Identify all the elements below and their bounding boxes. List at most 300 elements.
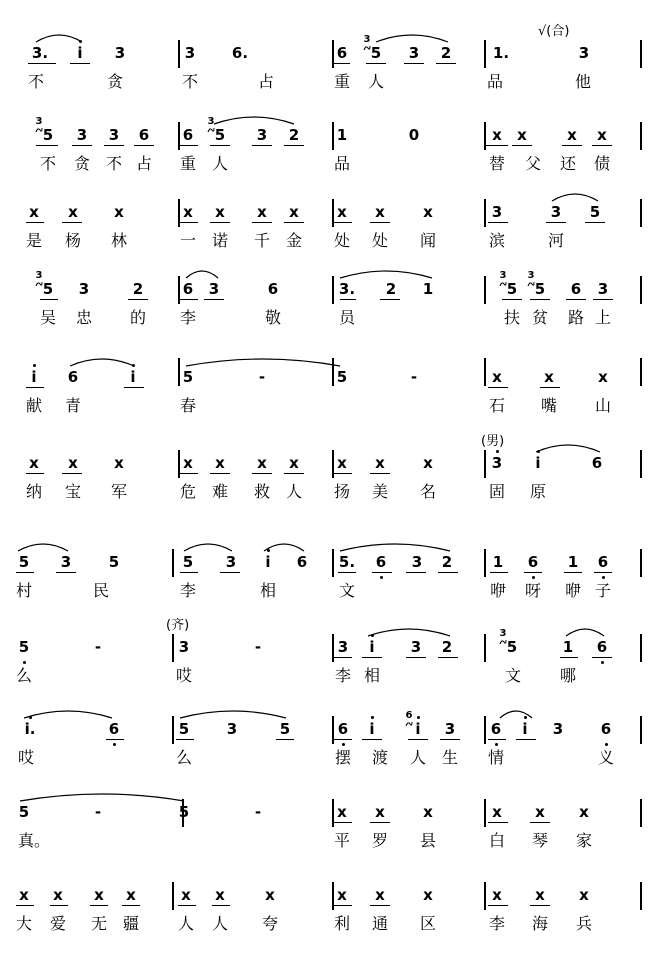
barline (172, 549, 174, 577)
jianpu-note: 5 (108, 553, 120, 571)
jianpu-note: i (130, 368, 136, 386)
jianpu-note: 3 (578, 44, 590, 62)
lyric-char: 员 (338, 308, 356, 327)
rhythm-underline (72, 145, 92, 146)
score-system-11 (0, 878, 664, 960)
jianpu-note: i (522, 720, 528, 738)
lyric-char: 李 (179, 581, 197, 600)
rhythm-x-note: x (337, 886, 347, 904)
jianpu-note: 5 (534, 280, 546, 298)
lyric-char: 林 (110, 231, 128, 250)
rhythm-x-note: x (94, 886, 104, 904)
rhythm-x-note: x (423, 203, 433, 221)
rhythm-x-note: x (535, 803, 545, 821)
jianpu-note: 5 (18, 638, 30, 656)
rhythm-underline (592, 657, 612, 658)
jianpu-note: 3 (491, 203, 503, 221)
octave-high-dot (537, 450, 540, 453)
rhythm-underline (546, 222, 566, 223)
lyric-char: 难 (211, 482, 229, 501)
barline (172, 716, 174, 744)
barline (484, 716, 486, 744)
jianpu-note: 5 (178, 720, 190, 738)
rhythm-x-note: x (337, 454, 347, 472)
rhythm-underline (488, 222, 508, 223)
jianpu-note: 3 (208, 280, 220, 298)
barline (640, 549, 642, 577)
lyric-char: 滨 (488, 231, 506, 250)
jianpu-note: 5 (214, 126, 226, 144)
lyric-char: 呀 (524, 581, 542, 600)
lyric-char: 重 (333, 72, 351, 91)
jianpu-note: 3 (76, 126, 88, 144)
barline (640, 276, 642, 304)
jianpu-note: 3 (411, 553, 423, 571)
rhythm-underline (104, 145, 124, 146)
lyric-char: 子 (594, 581, 612, 600)
rhythm-underline (438, 572, 458, 573)
lyric-char: 杨 (64, 231, 82, 250)
rhythm-x-note: x (289, 454, 299, 472)
rhythm-underline (370, 473, 390, 474)
rhythm-underline (62, 473, 82, 474)
rhythm-underline (220, 572, 240, 573)
lyric-char: 上 (594, 308, 612, 327)
rhythm-underline (560, 657, 578, 658)
rhythm-underline (106, 739, 124, 740)
rhythm-underline (180, 572, 198, 573)
rhythm-underline (276, 739, 294, 740)
jianpu-note: 3 (256, 126, 268, 144)
jianpu-note: i (369, 720, 375, 738)
score-system-6 (0, 434, 664, 536)
rhythm-underline (36, 145, 58, 146)
jianpu-note: 1. (492, 44, 510, 62)
lyric-char: 县 (419, 831, 437, 850)
jianpu-note: 6 (67, 368, 79, 386)
rhythm-x-note: x (375, 803, 385, 821)
rhythm-underline (488, 905, 508, 906)
dash-extension: - (254, 803, 262, 821)
rhythm-underline (585, 222, 605, 223)
jianpu-note: 6 (182, 280, 194, 298)
lyric-char: 救 (253, 482, 271, 501)
rhythm-underline (370, 905, 390, 906)
jianpu-note: 5 (18, 553, 30, 571)
jianpu-note: 6 (108, 720, 120, 738)
lyric-char: 处 (371, 231, 389, 250)
jianpu-note: 6 (490, 720, 502, 738)
jianpu-note: 3 (491, 454, 503, 472)
lyric-char: 石 (488, 396, 506, 415)
lyric-char: 美 (371, 482, 389, 501)
jianpu-note: 6 (570, 280, 582, 298)
lyric-char: 不 (181, 72, 199, 91)
score-system-9 (0, 712, 664, 802)
jianpu-note: 3 (410, 638, 422, 656)
rhythm-x-note: x (492, 803, 502, 821)
score-system-1 (0, 24, 664, 126)
rhythm-underline (284, 222, 304, 223)
lyric-char: 危 (179, 482, 197, 501)
lyric-char: 利 (333, 914, 351, 933)
barline (332, 358, 334, 386)
lyric-char: 咿 (564, 581, 582, 600)
rhythm-x-note: x (423, 886, 433, 904)
jianpu-note: 6 (138, 126, 150, 144)
grace-tilde (35, 280, 43, 291)
lyric-char: 区 (419, 914, 437, 933)
rhythm-x-note: x (215, 454, 225, 472)
lyric-char: 家 (575, 831, 593, 850)
rhythm-underline (338, 572, 356, 573)
barline (640, 40, 642, 68)
rhythm-underline (372, 572, 392, 573)
lyric-char: 海 (531, 914, 549, 933)
lyric-char: 青 (64, 396, 82, 415)
lyric-char: 贪 (73, 154, 91, 173)
rhythm-x-note: x (337, 203, 347, 221)
lyric-char: 诺 (211, 231, 229, 250)
barline (640, 882, 642, 910)
rhythm-underline (212, 905, 230, 906)
rhythm-x-note: x (19, 886, 29, 904)
lyric-char: 文 (504, 666, 522, 685)
rhythm-underline (334, 739, 352, 740)
rhythm-x-note: x (29, 454, 39, 472)
rhythm-underline (488, 387, 508, 388)
octave-high-dot (132, 364, 135, 367)
rhythm-underline (334, 822, 352, 823)
lyric-char: 白 (488, 831, 506, 850)
barline (640, 358, 642, 386)
barline (172, 882, 174, 910)
jianpu-note: 3. (338, 280, 356, 298)
rhythm-underline (408, 739, 428, 740)
lyric-char: 真。 (17, 831, 51, 850)
grace-note: 3 (207, 116, 215, 127)
jianpu-note: 5 (182, 368, 194, 386)
lyric-char: 么 (15, 666, 33, 685)
lyric-char: 咿 (489, 581, 507, 600)
score-system-7 (0, 545, 664, 635)
rhythm-x-note: x (68, 454, 78, 472)
octave-low-dot (605, 743, 608, 746)
jianpu-note: 6 (591, 454, 603, 472)
grace-note: 3 (35, 116, 43, 127)
rhythm-underline (252, 473, 272, 474)
rhythm-x-note: x (579, 803, 589, 821)
rhythm-underline (594, 572, 612, 573)
octave-low-dot (495, 743, 498, 746)
rhythm-x-note: x (375, 454, 385, 472)
rhythm-x-note: x (535, 886, 545, 904)
rhythm-underline (436, 63, 456, 64)
barline (640, 799, 642, 827)
jianpu-note: 3 (597, 280, 609, 298)
lyric-char: 人 (285, 482, 303, 501)
jianpu-note: 6 (600, 720, 612, 738)
jianpu-note: 6 (596, 638, 608, 656)
rhythm-underline (592, 145, 612, 146)
jianpu-note: 3 (60, 553, 72, 571)
lyric-char: 李 (179, 308, 197, 327)
rhythm-x-note: x (492, 886, 502, 904)
jianpu-note: 5 (279, 720, 291, 738)
voice-part-marking: (齐) (166, 618, 190, 633)
octave-low-dot (342, 743, 345, 746)
lyric-char: 的 (129, 308, 147, 327)
barline (332, 276, 334, 304)
lyric-char: 嘴 (540, 396, 558, 415)
rhythm-underline (438, 657, 458, 658)
rhythm-x-note: x (597, 126, 607, 144)
barline (484, 358, 486, 386)
lyric-char: 文 (338, 581, 356, 600)
octave-high-dot (79, 40, 82, 43)
lyric-char: 献 (25, 396, 43, 415)
rhythm-x-note: x (53, 886, 63, 904)
jianpu-note: 2 (441, 553, 453, 571)
rhythm-underline (486, 145, 508, 146)
lyric-char: 人 (211, 154, 229, 173)
lyric-char: 疆 (122, 914, 140, 933)
jianpu-note: 6 (337, 720, 349, 738)
jianpu-note: 6 (597, 553, 609, 571)
octave-low-dot (532, 576, 535, 579)
jianpu-note: 3 (184, 44, 196, 62)
rhythm-underline (512, 145, 532, 146)
rhythm-underline (134, 145, 154, 146)
barline (332, 549, 334, 577)
jianpu-note: 0 (408, 126, 420, 144)
lyric-char: 纳 (25, 482, 43, 501)
rhythm-underline (124, 387, 144, 388)
rhythm-x-note: x (289, 203, 299, 221)
jianpu-note: 3 (178, 638, 190, 656)
octave-high-dot (496, 450, 499, 453)
lyric-char: 千 (253, 231, 271, 250)
lyric-char: 人 (409, 748, 427, 767)
lyric-char: 河 (547, 231, 565, 250)
barline (332, 122, 334, 150)
lyric-char: 重 (179, 154, 197, 173)
barline (484, 799, 486, 827)
lyric-char: 哎 (175, 666, 193, 685)
rhythm-x-note: x (375, 203, 385, 221)
rhythm-underline (180, 145, 198, 146)
rhythm-underline (488, 822, 508, 823)
jianpu-note: 6 (527, 553, 539, 571)
dash-extension: - (94, 803, 102, 821)
lyric-char: 春 (179, 396, 197, 415)
lyric-char: 占 (257, 72, 275, 91)
lyric-char: 处 (333, 231, 351, 250)
rhythm-underline (180, 299, 198, 300)
barline (640, 199, 642, 227)
score-system-8 (0, 618, 664, 720)
lyric-char: 替 (488, 154, 506, 173)
score-system-4 (0, 272, 664, 362)
jianpu-note: 2 (440, 44, 452, 62)
rhythm-x-note: x (183, 454, 193, 472)
lyric-char: 无 (90, 914, 108, 933)
rhythm-underline (488, 739, 506, 740)
rhythm-underline (404, 63, 424, 64)
rhythm-x-note: x (257, 454, 267, 472)
jianpu-note: 5 (18, 803, 30, 821)
octave-low-dot (601, 661, 604, 664)
octave-high-dot (267, 549, 270, 552)
lyric-char: 金 (285, 231, 303, 250)
lyric-char: 宝 (64, 482, 82, 501)
lyric-char: 他 (574, 72, 592, 91)
lyric-char: 爱 (49, 914, 67, 933)
rhythm-underline (440, 739, 460, 740)
rhythm-underline (252, 145, 272, 146)
barline (172, 634, 174, 662)
jianpu-note: 2 (132, 280, 144, 298)
grace-tilde (35, 126, 43, 137)
jianpu-note: i (265, 553, 271, 571)
barline (484, 199, 486, 227)
jianpu-note: 1 (492, 553, 504, 571)
rhythm-underline (50, 905, 68, 906)
jianpu-note: 5. (338, 553, 356, 571)
rhythm-x-note: x (579, 886, 589, 904)
octave-low-dot (23, 661, 26, 664)
jianpu-note: 6. (231, 44, 249, 62)
barline (484, 40, 486, 68)
rhythm-x-note: x (215, 886, 225, 904)
barline (484, 549, 486, 577)
rhythm-underline (370, 822, 390, 823)
barline (484, 634, 486, 662)
rhythm-underline (366, 63, 386, 64)
lyric-char: 么 (175, 748, 193, 767)
rhythm-x-note: x (423, 454, 433, 472)
lyric-char: 平 (333, 831, 351, 850)
rhythm-underline (334, 222, 352, 223)
jianpu-note: 5 (42, 280, 54, 298)
rhythm-underline (56, 572, 76, 573)
jianpu-note: 5 (589, 203, 601, 221)
voice-part-marking: (男) (481, 434, 505, 449)
lyric-char: 村 (15, 581, 33, 600)
barline (640, 122, 642, 150)
lyric-char: 哪 (559, 666, 577, 685)
grace-note: 3 (499, 628, 507, 639)
octave-low-dot (602, 576, 605, 579)
jianpu-note: 3 (408, 44, 420, 62)
voice-part-marking: √(合) (538, 24, 570, 39)
rhythm-x-note: x (114, 454, 124, 472)
grace-tilde (499, 280, 507, 291)
grace-note: 3 (35, 270, 43, 281)
rhythm-x-note: x (257, 203, 267, 221)
barline (178, 40, 180, 68)
lyric-char: 忠 (75, 308, 93, 327)
rhythm-underline (406, 657, 426, 658)
rhythm-underline (284, 145, 304, 146)
rhythm-underline (334, 473, 352, 474)
rhythm-x-note: x (567, 126, 577, 144)
rhythm-x-note: x (492, 126, 502, 144)
lyric-char: 人 (177, 914, 195, 933)
rhythm-underline (593, 299, 613, 300)
rhythm-x-note: x (29, 203, 39, 221)
dash-extension: - (94, 638, 102, 656)
lyric-char: 情 (487, 748, 505, 767)
lyric-char: 敬 (264, 308, 282, 327)
jianpu-note: 6 (375, 553, 387, 571)
rhythm-underline (490, 572, 508, 573)
jianpu-note: 3 (552, 720, 564, 738)
jianpu-note: 2 (385, 280, 397, 298)
jianpu-note: 3 (226, 720, 238, 738)
rhythm-underline (210, 145, 230, 146)
rhythm-underline (180, 473, 198, 474)
lyric-char: 李 (334, 666, 352, 685)
jianpu-note: 3 (444, 720, 456, 738)
lyric-char: 通 (371, 914, 389, 933)
rhythm-underline (252, 222, 272, 223)
barline (484, 882, 486, 910)
rhythm-underline (334, 63, 350, 64)
rhythm-x-note: x (265, 886, 275, 904)
lyric-char: 扬 (333, 482, 351, 501)
lyric-char: 债 (593, 154, 611, 173)
rhythm-underline (562, 145, 582, 146)
jianpu-note: i (415, 720, 421, 738)
barline (484, 450, 486, 478)
lyric-char: 相 (259, 581, 277, 600)
rhythm-x-note: x (114, 203, 124, 221)
rhythm-underline (530, 822, 550, 823)
lyric-char: 品 (333, 154, 351, 173)
jianpu-note: i (77, 44, 83, 62)
rhythm-underline (70, 63, 90, 64)
rhythm-x-note: x (492, 368, 502, 386)
jianpu-note: 6 (182, 126, 194, 144)
lyric-char: 生 (441, 748, 459, 767)
lyric-char: 夸 (261, 914, 279, 933)
rhythm-x-note: x (598, 368, 608, 386)
lyric-char: 义 (597, 748, 615, 767)
lyric-char: 兵 (575, 914, 593, 933)
rhythm-underline (334, 905, 352, 906)
rhythm-underline (90, 905, 108, 906)
lyric-char: 父 (524, 154, 542, 173)
jianpu-note: 3 (550, 203, 562, 221)
grace-tilde (405, 720, 413, 731)
rhythm-underline (210, 222, 230, 223)
dash-extension: - (258, 368, 266, 386)
jianpu-note: 2 (441, 638, 453, 656)
lyric-char: 不 (105, 154, 123, 173)
octave-high-dot (33, 364, 36, 367)
rhythm-underline (128, 299, 148, 300)
rhythm-underline (516, 739, 536, 740)
lyric-char: 人 (367, 72, 385, 91)
rhythm-underline (362, 739, 382, 740)
grace-note: 3 (527, 270, 535, 281)
lyric-char: 大 (15, 914, 33, 933)
octave-low-dot (113, 743, 116, 746)
dash-extension: - (410, 368, 418, 386)
rhythm-underline (210, 473, 230, 474)
rhythm-underline (332, 657, 352, 658)
